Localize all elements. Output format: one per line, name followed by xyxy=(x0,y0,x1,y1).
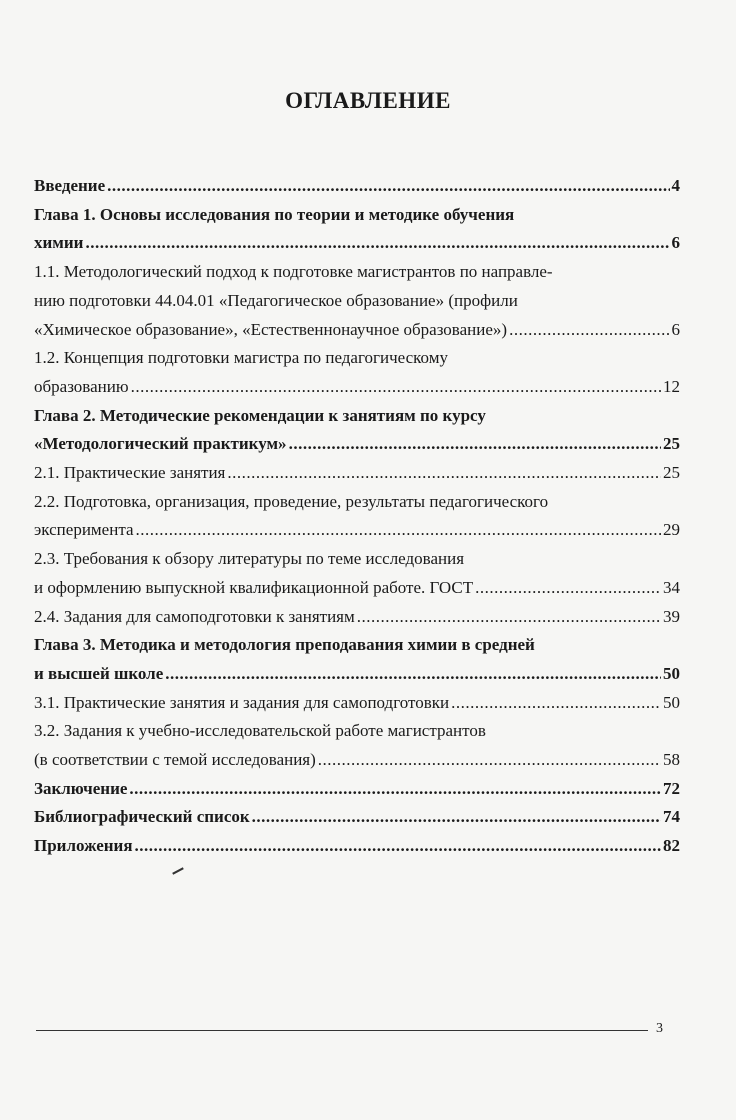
dot-leader xyxy=(509,316,669,345)
dot-leader xyxy=(357,603,661,632)
dot-leader xyxy=(129,775,661,804)
toc-line xyxy=(34,746,680,775)
toc-line xyxy=(34,229,680,258)
toc-line-text: 2.2. Подготовка, организация, проведение, результаты педагогического xyxy=(34,491,549,511)
toc-page-number: 25 xyxy=(663,434,680,454)
toc-line-text: 2.3. Требования к обзору литературы по теме исследования xyxy=(34,549,465,569)
dot-leader xyxy=(85,229,669,258)
toc-line-text: 3.1. Практические занятия и задания для самоподготовки xyxy=(34,692,450,712)
toc-line xyxy=(34,459,680,488)
dot-leader xyxy=(289,430,661,459)
toc-page-number: 6 xyxy=(671,319,680,339)
toc-line-text: «Химическое образование», «Естественнонаучное образование») xyxy=(34,319,508,339)
toc-line-text: «Методологический практикум» xyxy=(34,434,287,454)
dot-leader xyxy=(131,373,661,402)
toc-line xyxy=(34,201,680,230)
toc-line-text: Приложения xyxy=(34,836,133,856)
toc-page-number: 58 xyxy=(663,750,680,770)
toc-line xyxy=(34,287,680,316)
toc-page-number: 72 xyxy=(663,778,680,798)
toc-line xyxy=(34,574,680,603)
dot-leader xyxy=(475,574,661,603)
toc-line xyxy=(34,488,680,517)
toc-line-text: (в соответствии с темой исследования) xyxy=(34,750,316,770)
toc-line-text: Глава 3. Методика и методология преподавания химии в средней xyxy=(34,635,535,655)
toc-line xyxy=(34,631,680,660)
toc-line xyxy=(34,316,680,345)
toc-line xyxy=(34,172,680,201)
toc-line-text: Библиографический список xyxy=(34,807,250,827)
toc-line-text: 1.1. Методологический подход к подготовке магистрантов по направле- xyxy=(34,262,553,282)
page-number: 3 xyxy=(656,1021,663,1036)
toc-line-text: и высшей школе xyxy=(34,663,164,683)
dot-leader xyxy=(135,832,661,861)
toc-line-text: Введение xyxy=(34,176,106,195)
toc-line-text: и оформлению выпускной квалификационной работе. ГОСТ xyxy=(34,577,474,597)
stray-pen-mark xyxy=(172,867,184,874)
toc-line-text: эксперимента xyxy=(34,520,134,540)
toc-page-number: 25 xyxy=(663,463,680,483)
toc-line xyxy=(34,803,680,832)
toc-line-text: 1.2. Концепция подготовки магистра по педагогическому xyxy=(34,348,448,368)
toc-page-number: 12 xyxy=(663,376,680,396)
toc-page-number: 34 xyxy=(663,577,680,597)
toc-page-number: 74 xyxy=(663,807,680,827)
dot-leader xyxy=(136,516,661,545)
toc-line-text: Заключение xyxy=(34,778,128,798)
toc-line xyxy=(34,832,680,861)
toc-line xyxy=(34,258,680,287)
page-title: ОГЛАВЛЕНИЕ xyxy=(285,88,451,113)
dot-leader xyxy=(165,660,661,689)
toc-page-number: 50 xyxy=(663,663,680,683)
toc-line xyxy=(34,344,680,373)
footer-rule xyxy=(36,1030,648,1031)
toc-line-text: 2.1. Практические занятия xyxy=(34,463,226,483)
toc-line xyxy=(34,660,680,689)
toc-line xyxy=(34,689,680,718)
toc-page-number: 6 xyxy=(671,233,680,253)
dot-leader xyxy=(451,689,661,718)
toc-line-text: образованию xyxy=(34,376,129,396)
toc-line xyxy=(34,603,680,632)
dot-leader xyxy=(107,172,669,201)
toc-line xyxy=(34,516,680,545)
toc-page-number: 29 xyxy=(663,520,680,540)
toc-line-text: химии xyxy=(34,233,84,253)
dot-leader xyxy=(318,746,661,775)
toc-page-number: 50 xyxy=(663,692,680,712)
toc-line xyxy=(34,717,680,746)
toc-line xyxy=(34,545,680,574)
toc-page-number: 39 xyxy=(663,606,680,626)
toc-page-number: 4 xyxy=(671,176,680,195)
toc-line-text: 2.4. Задания для самоподготовки к занятиям xyxy=(34,606,355,626)
table-of-contents xyxy=(34,172,680,861)
dot-leader xyxy=(252,803,661,832)
toc-line xyxy=(34,775,680,804)
toc-line xyxy=(34,402,680,431)
toc-line xyxy=(34,373,680,402)
toc-page-number: 82 xyxy=(663,836,680,856)
toc-line-text: Глава 1. Основы исследования по теории и методике обучения xyxy=(34,204,515,224)
dot-leader xyxy=(227,459,661,488)
toc-line xyxy=(34,430,680,459)
toc-line-text: 3.2. Задания к учебно-исследовательской работе магистрантов xyxy=(34,721,486,741)
toc-line-text: нию подготовки 44.04.01 «Педагогическое образование» (профили xyxy=(34,290,518,310)
toc-line-text: Глава 2. Методические рекомендации к занятиям по курсу xyxy=(34,405,486,425)
